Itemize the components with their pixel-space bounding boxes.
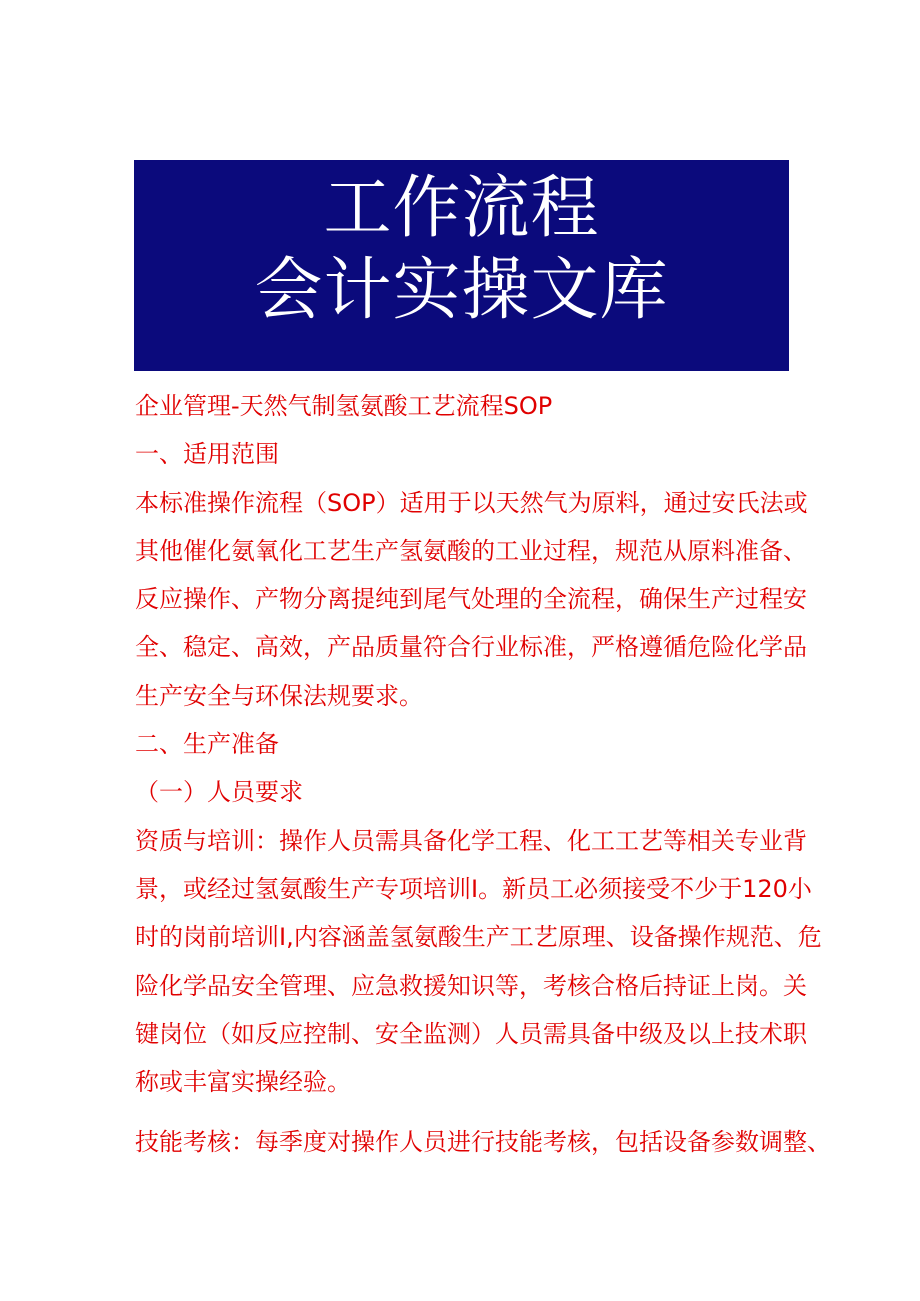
paragraph-line: 其他催化氨氧化工艺生产氢氨酸的工业过程，规范从原料准备、	[135, 536, 807, 565]
paragraph-line: 景，或经过氢氨酸生产专项培训I。新员工必须接受不少于120小	[135, 874, 812, 903]
title-banner	[134, 160, 789, 371]
paragraph-line: 技能考核：每季度对操作人员进行技能考核，包括设备参数调整、	[135, 1128, 831, 1157]
paragraph-line: 险化学品安全管理、应急救援知识等，考核合格后持证上岗。关	[135, 971, 807, 1000]
document-title: 企业管理-天然气制氢氨酸工艺流程SOP	[135, 392, 553, 420]
section-heading-scope: 一、适用范围	[135, 440, 279, 469]
paragraph-line: 反应操作、产物分离提纯到尾气处理的全流程，确保生产过程安	[135, 585, 807, 614]
paragraph-line: 资质与培训：操作人员需具备化学工程、化工工艺等相关专业背	[135, 826, 807, 855]
section-heading-preparation: 二、生产准备	[135, 730, 279, 759]
document-body	[135, 382, 831, 1167]
paragraph-line: 生产安全与环保法规要求。	[135, 681, 423, 710]
paragraph-spacer	[135, 1106, 795, 1118]
banner-title-line1: 工作流程	[323, 169, 600, 248]
paragraph-line: 本标准操作流程（SOP）适用于以天然气为原料，通过安氏法或	[135, 488, 808, 517]
paragraph-line: 全、稳定、高效，产品质量符合行业标准，严格遵循危险化学品	[135, 633, 807, 662]
subsection-heading-personnel: （一）人员要求	[135, 778, 303, 807]
paragraph-line: 时的岗前培训I,内容涵盖氢氨酸生产工艺原理、设备操作规范、危	[135, 923, 822, 952]
banner-title-line2: 会计实操文库	[254, 251, 669, 330]
paragraph-line: 称或丰富实操经验。	[135, 1068, 351, 1097]
paragraph-line: 键岗位（如反应控制、安全监测）人员需具备中级及以上技术职	[135, 1019, 807, 1048]
